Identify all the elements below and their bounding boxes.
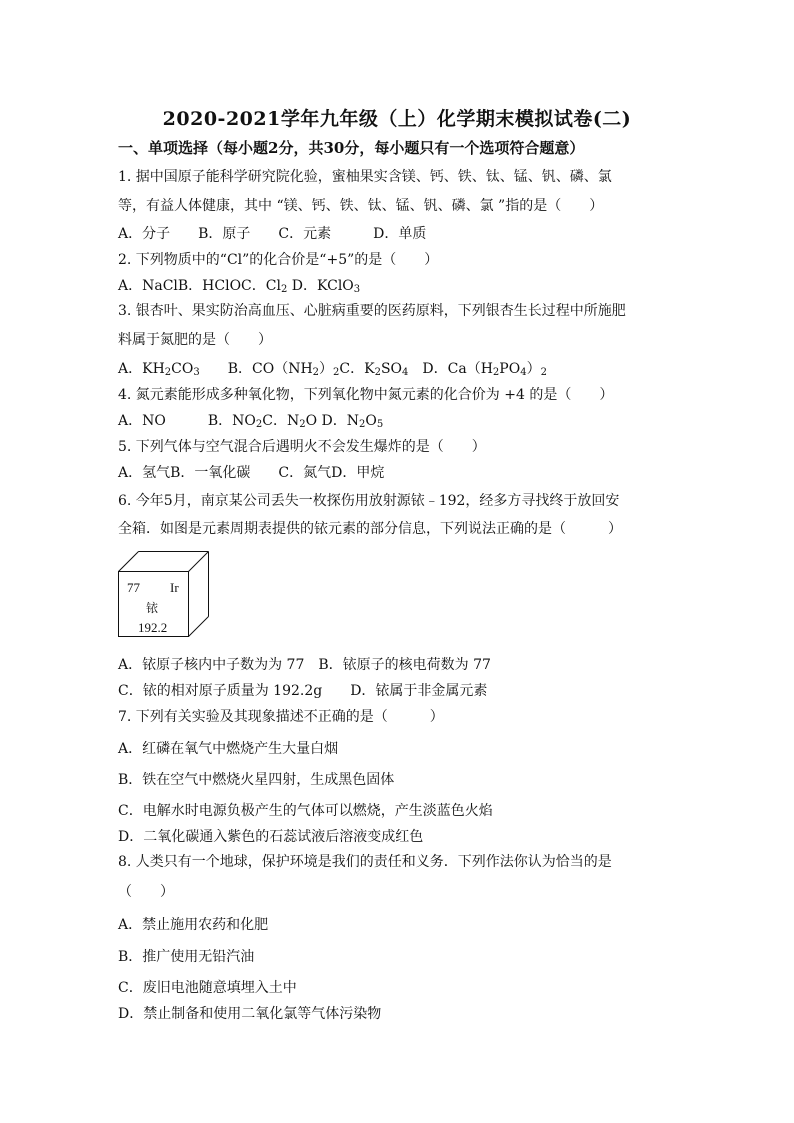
- element-symbol: Ir: [170, 580, 179, 595]
- question-8-option-c: C．废旧电池随意填埋入土中: [118, 980, 297, 996]
- question-8-option-a: A．禁止施用农药和化肥: [118, 917, 269, 933]
- question-6-line-1: 6. 今年5月，南京某公司丢失一枚探伤用放射源铱﹣192，经多方寻找终于放回安: [118, 493, 620, 509]
- question-8-line-2: （ ）: [118, 884, 174, 900]
- question-1-line-2: 等，有益人体健康，其中 “镁、钙、铁、钛、锰、钒、磷、氯 ”指的是（ ）: [118, 198, 604, 214]
- element-atomic-mass: 192.2: [138, 620, 168, 635]
- question-5-options: A．氢气B．一氧化碳 C．氮气D．甲烷: [118, 465, 385, 481]
- question-2-options: A．NaClB．HClOC．$Cl_2$ D．KClO$_3$: [118, 278, 361, 295]
- element-atomic-number: 77: [127, 580, 140, 595]
- question-8-option-d: D．禁止制备和使用二氧化氯等气体污染物: [118, 1006, 382, 1022]
- question-8-line-1: 8. 人类只有一个地球，保护环境是我们的责任和义务．下列作法你认为恰当的是: [118, 854, 612, 870]
- question-6-options-ab: A．铱原子核内中子数为为 77 B．铱原子的核电荷数为 77: [118, 657, 491, 673]
- question-4-stem: 4. 氮元素能形成多种氧化物，下列氧化物中氮元素的化合价为 +4 的是（ ）: [118, 387, 614, 403]
- question-7-option-c: C．电解水时电源负极产生的气体可以燃烧，产生淡蓝色火焰: [118, 803, 493, 819]
- question-7-option-a: A．红磷在氧气中燃烧产生大量白烟: [118, 741, 339, 757]
- question-2-stem: 2. 下列物质中的“Cl”的化合价是“+5”的是（ ）: [118, 252, 439, 268]
- question-7-option-b: B．铁在空气中燃烧火星四射，生成黑色固体: [118, 772, 395, 788]
- question-6-options-cd: C．铱的相对原子质量为 192.2g D．铱属于非金属元素: [118, 683, 488, 699]
- question-1-line-1: 1. 据中国原子能科学研究院化验，蜜柚果实含镁、钙、铁、钛、锰、钒、磷、氯: [118, 169, 612, 185]
- question-7-option-d: D．二氧化碳通入紫色的石蕊试液后溶液变成红色: [118, 829, 424, 845]
- question-6-line-2: 全箱．如图是元素周期表提供的铱元素的部分信息，下列说法正确的是（ ）: [118, 521, 622, 537]
- question-8-option-b: B．推广使用无铅汽油: [118, 949, 255, 965]
- question-3-line-1: 3. 银杏叶、果实防治高血压、心脏病重要的医药原料，下列银杏生长过程中所施肥: [118, 303, 626, 319]
- question-4-options: A．NO B．$NO_2C$．$N_2O$ D．$N_2O_5$: [118, 413, 384, 430]
- question-3-options: A．$KH_2CO_3$ B．$CO(NH_2)_2C$．$K_2SO_4$ D．$Ca(H_2PO_4)_2$: [118, 361, 547, 378]
- exam-title: 2020-2021学年九年级（上）化学期末模拟试卷(二): [162, 108, 632, 130]
- question-1-options: A．分子 B．原子 C．元素 D．单质: [118, 226, 427, 242]
- element-name: 铱: [146, 601, 159, 615]
- element-cell-figure: [118, 551, 212, 637]
- question-7-stem: 7. 下列有关实验及其现象描述不正确的是（ ）: [118, 709, 444, 725]
- section-header: 一、单项选择（每小题2分，共30分，每小题只有一个选项符合题意）: [118, 139, 585, 157]
- question-3-line-2: 料属于氮肥的是（ ）: [118, 332, 272, 348]
- question-5-stem: 5. 下列气体与空气混合后遇明火不会发生爆炸的是（ ）: [118, 439, 486, 455]
